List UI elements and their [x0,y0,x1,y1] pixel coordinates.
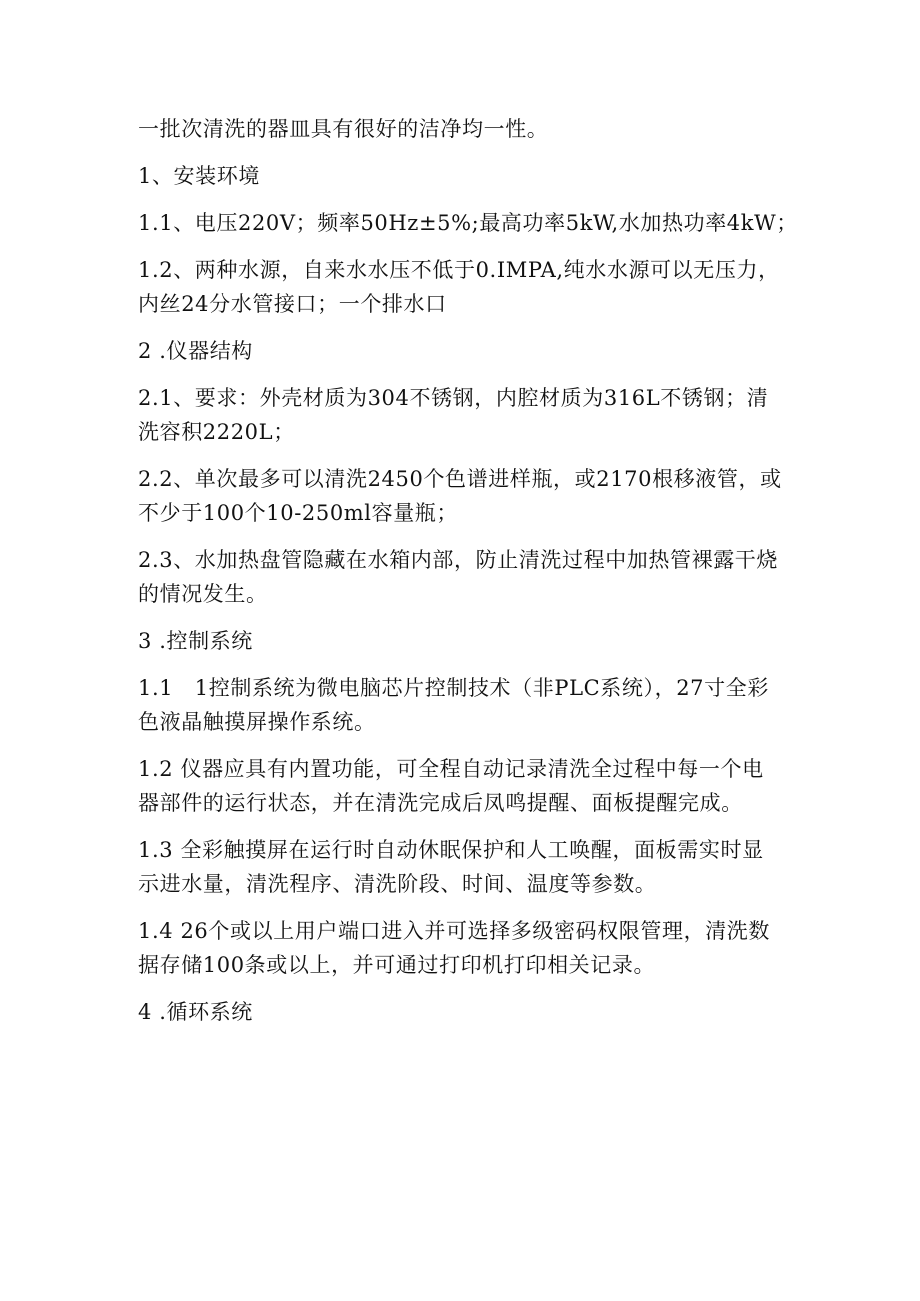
section-heading: 2 .仪器结构 [138,339,253,363]
paragraph-line: 1.4 26个或以上用户端口进入并可选择多级密码权限管理，清洗数 [138,919,770,943]
section-heading: 3 .控制系统 [138,629,253,653]
paragraph-line: 洗容积2220L； [138,420,295,444]
paragraph-line: 不少于100个10-250ml容量瓶； [138,501,459,525]
paragraph-line: 色液晶触摸屏操作系统。 [138,710,376,734]
paragraph-line: 一批次清洗的器皿具有很好的洁净均一性。 [138,117,549,141]
paragraph-line: 1.2 仪器应具有内置功能，可全程自动记录清洗全过程中每一个电 [138,757,764,781]
paragraph-line: 1.2、两种水源，自来水水压不低于0.IMPA,纯水水源可以无压力， [138,258,780,282]
paragraph-line: 2.3、水加热盘管隐藏在水箱内部，防止清洗过程中加热管裸露干烧 [138,548,778,572]
paragraph-line: 的情况发生。 [138,582,268,606]
paragraph-line: 示进水量，清洗程序、清洗阶段、时间、温度等参数。 [138,872,657,896]
paragraph-line: 2.2、单次最多可以清洗2450个色谱进样瓶，或2170根移液管，或 [138,467,782,491]
paragraph-line: 内丝24分水管接口；一个排水口 [138,292,447,316]
paragraph-line: 2.1、要求：外壳材质为304不锈钢，内腔材质为316L不锈钢；清 [138,386,769,410]
paragraph-line: 器部件的运行状态，并在清洗完成后凤鸣提醒、面板提醒完成。 [138,791,743,815]
paragraph-line: 1.3 全彩触摸屏在运行时自动休眠保护和人工唤醒，面板需实时显 [138,838,764,862]
paragraph-line: 据存储100条或以上，并可通过打印机打印相关记录。 [138,953,656,977]
document-body [138,112,798,1029]
paragraph-line: 1.1 1控制系统为微电脑芯片控制技术（非PLC系统），27寸全彩 [138,676,769,700]
section-heading: 4 .循环系统 [138,1000,253,1024]
paragraph-line: 1.1、电压220V；频率50Hz±5%;最高功率5kW,水加热功率4kW； [138,211,798,235]
section-heading: 1、安装环境 [138,164,260,188]
